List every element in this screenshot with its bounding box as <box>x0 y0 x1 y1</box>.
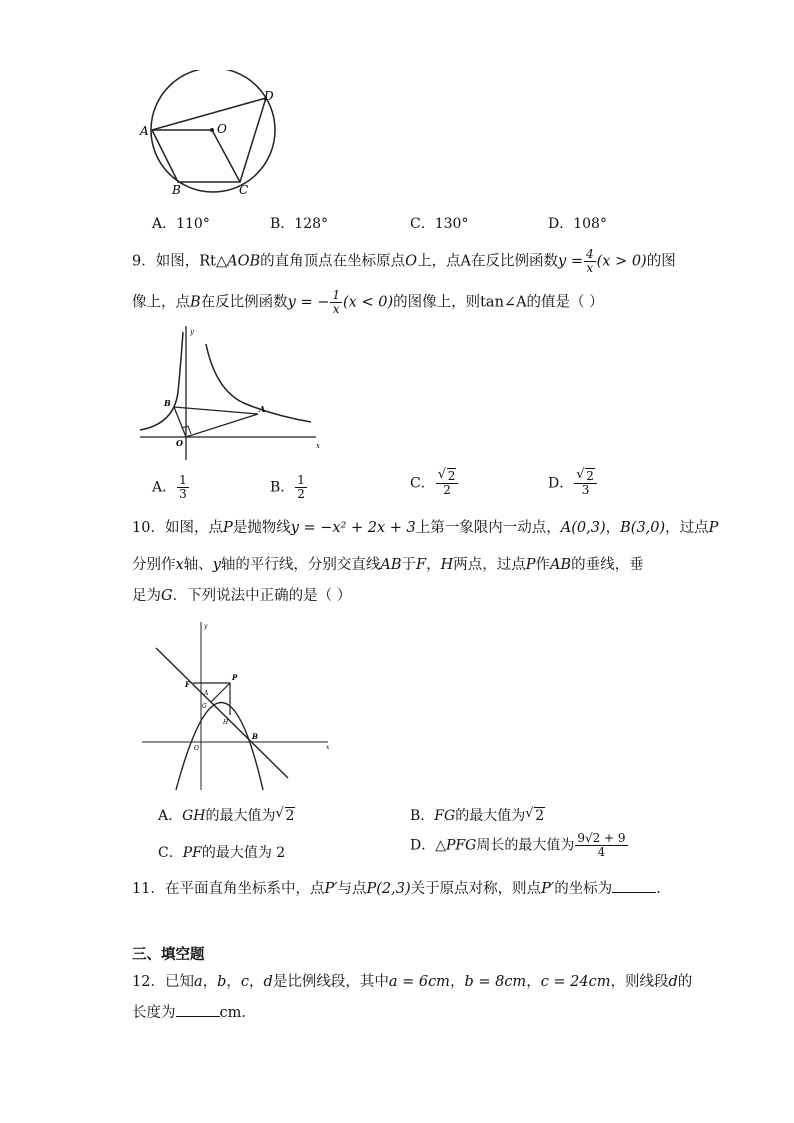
q9-opt-c-label: C． <box>410 475 435 492</box>
q10-l1i: ，过点 <box>665 520 709 536</box>
q9-t10: 的图像上，则tan∠A的值是（ ） <box>393 294 604 311</box>
q12-d: d <box>263 974 273 990</box>
q11-t7: 的坐标为 <box>554 881 613 897</box>
label-x: x <box>326 744 330 751</box>
q12-sep1: ， <box>202 974 218 990</box>
q9-opt-a-label: A． <box>152 479 177 496</box>
q10-opt-b-txt: 的最大值为 <box>455 808 526 824</box>
q11-line <box>132 878 671 899</box>
q10-l2a: 分别作 <box>132 557 176 573</box>
q9-fraction-1 <box>584 248 596 275</box>
q9-opt-c-num-wrap <box>436 470 459 484</box>
q9-opt-a-frac <box>177 474 189 501</box>
q12-vc: c = 24cm <box>540 974 611 990</box>
q10-l1f: A(0,3) <box>560 520 606 536</box>
q9-option-a <box>152 474 190 501</box>
curve-negative <box>140 332 183 430</box>
q9-opt-a-num: 1 <box>179 473 187 487</box>
q9-opt-b-den: 2 <box>297 487 305 501</box>
q12-va: a = 6cm <box>388 974 450 990</box>
q10-opt-a-txt: 的最大值为 <box>205 808 276 824</box>
q8-option-b: B．128° <box>270 216 329 232</box>
label-o: O <box>194 745 199 752</box>
q10-option-d <box>410 832 629 859</box>
q10-l2b: x <box>175 557 184 573</box>
q10-opt-b-var: FG <box>434 808 456 824</box>
q10-l2e: 轴的平行线，分别交直线 <box>220 557 381 573</box>
q10-l2h: F <box>416 557 427 573</box>
quad-abcd <box>152 98 266 182</box>
q9-opt-c-num: 2 <box>447 469 456 483</box>
segment-pg <box>211 683 230 702</box>
q11-t8: ． <box>656 881 671 897</box>
q10-l2o: 的垂线，垂 <box>571 557 644 573</box>
q9-t8: B <box>190 294 201 311</box>
label-a: A <box>204 690 209 697</box>
q10-l2m: 作 <box>535 557 551 573</box>
q10-number: 10． <box>132 520 165 536</box>
label-b: B <box>252 732 258 741</box>
label-d: D <box>264 89 274 103</box>
q9-t6: 的图 <box>646 253 676 270</box>
q12-a: a <box>193 974 203 990</box>
q9-opt-c-den: 2 <box>443 483 451 497</box>
q9-t7: 像上，点 <box>132 294 190 311</box>
q9-t4: O <box>405 253 418 270</box>
label-b: B <box>164 398 171 408</box>
q9-t1: 如图，Rt△ <box>155 253 228 270</box>
q11-answer-blank[interactable] <box>612 878 656 893</box>
q9-option-b <box>270 474 308 501</box>
q9-option-c <box>410 470 459 497</box>
label-h: H <box>223 719 229 726</box>
q10-l2f: AB <box>380 557 402 573</box>
q12-line-2 <box>132 1002 256 1023</box>
q10-line-1 <box>132 518 718 538</box>
q10-opt-a-sqrt <box>276 808 296 824</box>
q9-opt-b-num: 1 <box>297 473 305 487</box>
q10-opt-d-var: PFG <box>446 837 477 854</box>
q10-l3b: G <box>161 588 173 604</box>
q9-fraction-2 <box>330 289 342 316</box>
center-dot <box>210 128 214 132</box>
q10-l1d: y = −x² + 2x + 3 <box>290 520 416 536</box>
q9-t3: 的直角顶点在坐标原点 <box>260 253 406 270</box>
q10-option-c <box>158 842 285 862</box>
q9-opt-d-sqrt <box>576 470 595 483</box>
q12-t2: 是比例线段，其中 <box>272 974 389 990</box>
q10-opt-d-den: 4 <box>597 845 606 859</box>
q10-option-a <box>158 805 295 825</box>
label-a: A <box>140 124 149 138</box>
q10-line-2 <box>132 555 644 575</box>
q9-t9: 在反比例函数 <box>200 294 288 311</box>
q12-c: c <box>240 974 250 990</box>
q10-opt-c-pre: C． <box>158 845 183 861</box>
q9-f2-cond: (x < 0) <box>343 294 394 311</box>
q8-option-d: D．108° <box>548 216 607 232</box>
q9-f2-den: x <box>332 302 340 316</box>
q11-t1: 在平面直角坐标系中，点 <box>164 881 325 897</box>
label-x: x <box>316 442 320 450</box>
q12-t6: cm． <box>219 1005 256 1021</box>
q10-line-3 <box>132 586 351 606</box>
q12-b: b <box>217 974 227 990</box>
q8-circle-figure <box>138 70 288 200</box>
q10-opt-c-var: PF <box>182 845 202 861</box>
q9-number: 9． <box>132 253 156 270</box>
label-g: G <box>202 703 207 710</box>
q12-t5: 长度为 <box>132 1005 176 1021</box>
q10-opt-d-txt: 周长的最大值为 <box>476 837 575 854</box>
parabola-curve <box>176 703 263 791</box>
q12-answer-blank[interactable] <box>176 1002 220 1017</box>
q10-l1e: 上第一象限内一动点， <box>415 520 561 536</box>
q9-opt-d-num: 2 <box>586 469 594 483</box>
q9-opt-d-label: D． <box>548 475 574 492</box>
q12-line-1 <box>132 972 692 992</box>
q10-opt-d-frac <box>575 832 627 859</box>
q10-l1j: P <box>708 520 719 536</box>
q12-t1: 已知 <box>164 974 194 990</box>
label-f: F <box>185 680 190 689</box>
q9-f1-num: 4 <box>585 247 594 261</box>
q12-number: 12． <box>132 974 165 990</box>
q10-l1c: 是抛物线 <box>232 520 291 536</box>
q9-f1-pre: y = <box>558 253 583 270</box>
q10-l1b: P <box>222 520 233 536</box>
label-o: O <box>217 122 227 136</box>
label-c: C <box>239 183 249 197</box>
label-y: y <box>204 623 208 630</box>
q9-opt-d-num-wrap <box>574 470 597 484</box>
q10-option-b <box>410 805 545 825</box>
q9-f1-cond: (x > 0) <box>596 253 647 270</box>
q9-line-2 <box>132 289 604 316</box>
q10-opt-a-var: GH <box>182 808 206 824</box>
q10-l2k: 两点，过点 <box>453 557 526 573</box>
q10-l1a: 如图，点 <box>164 520 223 536</box>
q12-d2: d <box>668 974 678 990</box>
q9-option-d <box>548 470 598 497</box>
label-p: P <box>232 673 238 682</box>
q10-opt-a-pre: A． <box>158 808 183 824</box>
label-a: A <box>259 404 266 414</box>
q10-l3c: ．下列说法中正确的是（ ） <box>172 588 352 604</box>
q10-l2n: AB <box>550 557 572 573</box>
q9-t5: 上，点A在反比例函数 <box>417 253 559 270</box>
q9-f2-pre: y = − <box>287 294 330 311</box>
q8-option-c: C．130° <box>410 216 469 232</box>
q9-opt-b-frac <box>295 474 307 501</box>
q10-l2j: H <box>440 557 454 573</box>
q11-t4: P(2,3) <box>366 881 411 897</box>
q9-opt-b-label: B． <box>270 479 295 496</box>
q10-l1h: B(3,0) <box>620 520 666 536</box>
q11-t5: 关于原点对称，则点 <box>410 881 542 897</box>
q10-l1g: ， <box>605 520 621 536</box>
q12-sep5: ， <box>526 974 541 990</box>
q9-f1-den: x <box>586 261 594 275</box>
q10-opt-d-num: 9√2 + 9 <box>577 831 626 845</box>
q12-t4: 的 <box>677 974 693 990</box>
q10-l2g: 于 <box>401 557 417 573</box>
q10-l3a: 足为 <box>132 588 161 604</box>
q10-opt-c-txt: 的最大值为 2 <box>201 845 286 861</box>
q9-opt-d-frac <box>574 470 597 497</box>
q9-opt-c-frac <box>436 470 459 497</box>
q10-l2d: y <box>212 557 221 573</box>
q10-l2c: 轴、 <box>183 557 213 573</box>
label-y: y <box>190 328 194 336</box>
q9-opt-a-den: 3 <box>179 487 187 501</box>
q10-parabola-figure <box>138 620 334 792</box>
q10-l2l: P <box>525 557 536 573</box>
q10-opt-b-rad: 2 <box>535 808 545 824</box>
q9-graph-figure <box>136 322 326 462</box>
q11-number: 11． <box>132 881 165 897</box>
q12-sep2: ， <box>226 974 241 990</box>
q10-opt-d-pre: D．△ <box>410 837 446 854</box>
line-ab <box>156 648 288 778</box>
q10-opt-a-rad: 2 <box>285 808 295 824</box>
label-o: O <box>176 438 183 448</box>
q11-t6: P′ <box>541 881 555 897</box>
q12-sep4: ， <box>449 974 465 990</box>
q12-vb: b = 8cm <box>464 974 527 990</box>
label-b: B <box>172 183 181 197</box>
q9-opt-c-sqrt <box>438 470 457 483</box>
q12-sep3: ， <box>249 974 264 990</box>
q10-opt-b-pre: B． <box>410 808 435 824</box>
q9-opt-d-den: 3 <box>581 483 590 497</box>
section-3-title: 三、填空题 <box>132 946 205 963</box>
q9-f2-num: 1 <box>332 288 341 302</box>
q11-t2: P′ <box>324 881 338 897</box>
q8-option-a: A．110° <box>152 216 210 232</box>
q10-opt-b-sqrt <box>525 808 545 824</box>
q11-t3: 与点 <box>337 881 367 897</box>
q9-t2: AOB <box>227 253 261 270</box>
q9-line-1 <box>132 248 676 275</box>
q12-t3: ，则线段 <box>610 974 669 990</box>
q10-l2i: ， <box>426 557 441 573</box>
